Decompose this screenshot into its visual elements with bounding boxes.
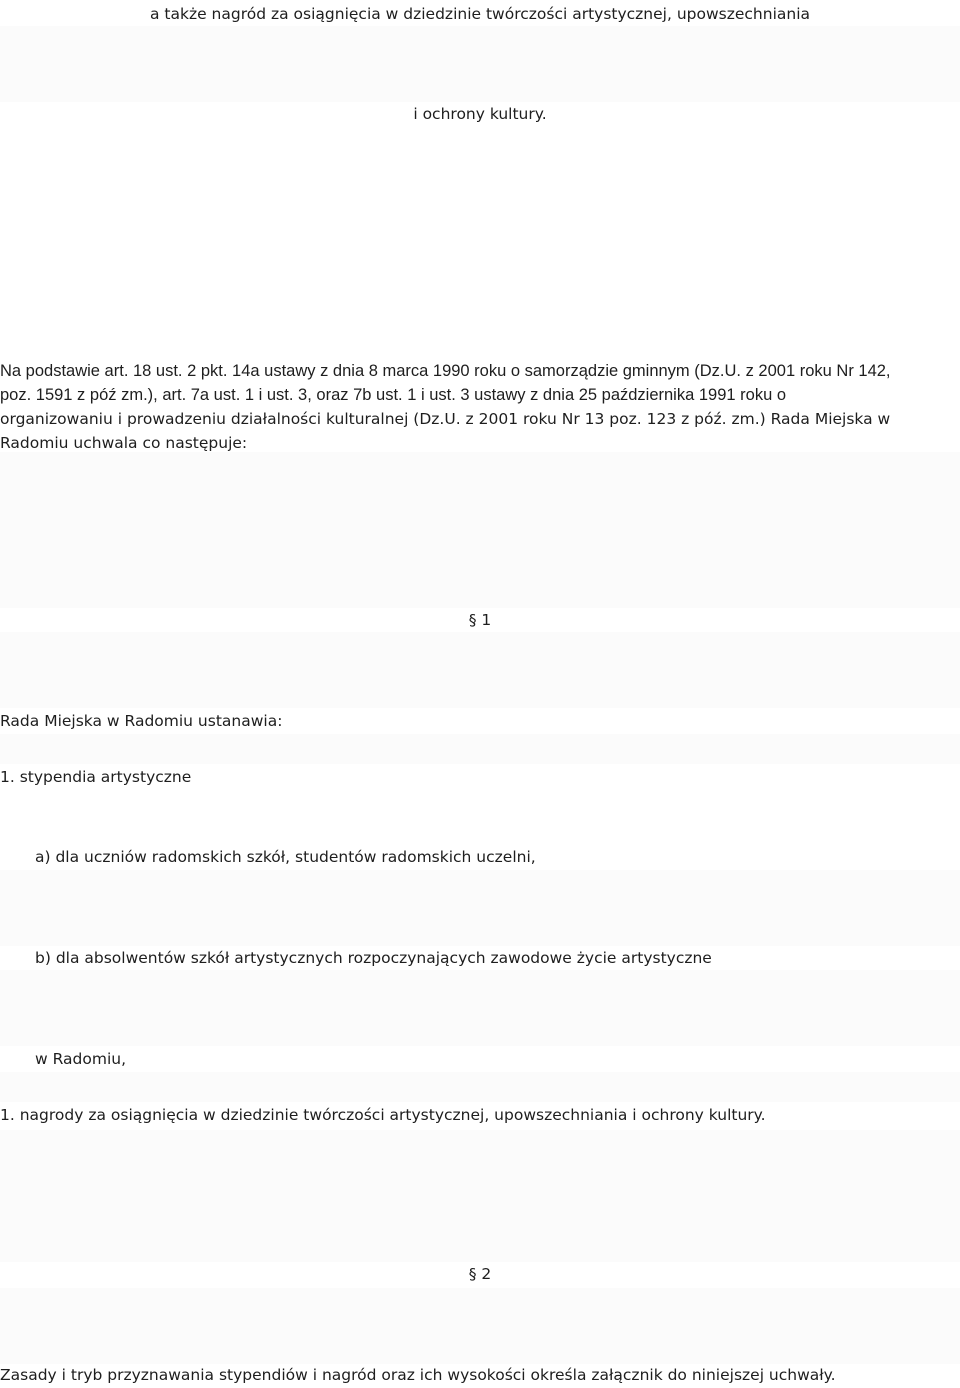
background-band: [0, 734, 960, 764]
list-item-a: a) dla uczniów radomskich szkół, studentów radomskich uczelni,: [35, 848, 536, 866]
list-item-b-continued: w Radomiu,: [35, 1050, 127, 1068]
background-band: [0, 870, 960, 946]
preamble-line: Radomiu uchwala co następuje:: [0, 434, 248, 452]
preamble-paragraph: [0, 359, 958, 455]
background-band: [0, 452, 960, 608]
list-item-b: b) dla absolwentów szkół artystycznych rozpoczynających zawodowe życie artystyczne: [35, 949, 712, 967]
list-item-awards: 1. nagrody za osiągnięcia w dziedzinie twórczości artystycznej, upowszechniania i ochrony kultury.: [0, 1106, 766, 1124]
section-2-heading: § 2: [468, 1265, 492, 1283]
background-band: [0, 1072, 960, 1102]
background-band: [0, 1288, 960, 1364]
background-band: [0, 632, 960, 708]
title-line-1: a także nagród za osiągnięcia w dziedzinie twórczości artystycznej, upowszechniania: [149, 5, 811, 23]
rules-text: Zasady i tryb przyznawania stypendiów i nagród oraz ich wysokości określa załącznik do niniejszej uchwały.: [0, 1366, 836, 1384]
list-item-scholarships: 1. stypendia artystyczne: [0, 768, 192, 786]
establishes-text: Rada Miejska w Radomiu ustanawia:: [0, 712, 283, 730]
background-band: [0, 970, 960, 1046]
preamble-line: poz. 1591 z póź zm.), art. 7a ust. 1 i ust. 3, oraz 7b ust. 1 i ust. 3 ustawy z dnia 25 października 1991 roku o: [0, 386, 787, 404]
title-line-2: i ochrony kultury.: [413, 105, 547, 123]
background-band: [0, 26, 960, 102]
preamble-line: organizowaniu i prowadzeniu działalności kulturalnej (Dz.U. z 2001 roku Nr 13 poz. 123 z póź. zm.) Rada Miejska w: [0, 410, 891, 428]
section-1-heading: § 1: [468, 611, 492, 629]
preamble-line: Na podstawie art. 18 ust. 2 pkt. 14a ustawy z dnia 8 marca 1990 roku o samorządzie gminnym (Dz.U. z 2001 roku Nr 142,: [0, 362, 891, 380]
background-band: [0, 1130, 960, 1262]
